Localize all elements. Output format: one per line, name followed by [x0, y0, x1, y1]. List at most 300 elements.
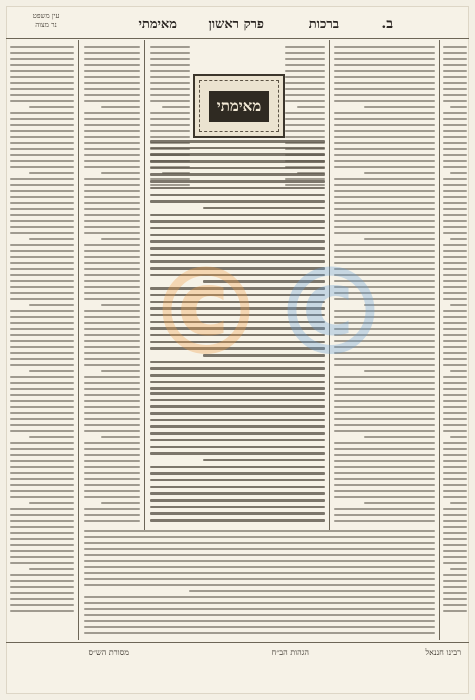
text-line [150, 341, 325, 344]
text-line [443, 484, 467, 486]
text-line [334, 268, 435, 270]
text-line [443, 250, 467, 252]
text-line [10, 136, 74, 138]
text-line [450, 370, 467, 372]
text-line [150, 100, 190, 102]
text-line [334, 160, 435, 162]
text-line [10, 316, 74, 318]
text-line [334, 394, 435, 396]
text-line [443, 544, 467, 546]
text-line [10, 538, 74, 540]
footer-label-2: הגהות הב״ח [271, 648, 309, 657]
text-line [10, 382, 74, 384]
text-line [84, 614, 435, 616]
text-line [10, 196, 74, 198]
tosafot-column-outer [84, 46, 140, 526]
text-line [10, 88, 74, 90]
text-line [285, 58, 325, 60]
text-line [150, 321, 325, 324]
text-line [84, 472, 140, 474]
text-line [285, 100, 325, 102]
text-line [150, 334, 325, 337]
text-line [150, 88, 190, 90]
text-line [450, 172, 467, 174]
text-line [150, 425, 325, 428]
text-line [334, 310, 435, 312]
text-line [443, 232, 467, 234]
text-line [10, 154, 74, 156]
corner-note-line-1: עין משפט [32, 12, 60, 20]
text-line [443, 460, 467, 462]
text-line [443, 472, 467, 474]
text-line [443, 166, 467, 168]
text-line [84, 298, 140, 300]
text-line [443, 412, 467, 414]
text-line [443, 508, 467, 510]
text-line [334, 220, 435, 222]
text-line [10, 82, 74, 84]
text-line [443, 112, 467, 114]
column-rule [439, 40, 440, 640]
text-line [443, 64, 467, 66]
text-line [443, 70, 467, 72]
text-line [443, 388, 467, 390]
text-line [285, 82, 325, 84]
text-line [150, 200, 325, 203]
text-line [334, 94, 435, 96]
text-line [10, 562, 74, 564]
text-line [443, 148, 467, 150]
text-line [10, 112, 74, 114]
text-line [84, 466, 140, 468]
text-line [10, 472, 74, 474]
text-line [150, 361, 325, 364]
text-line [10, 322, 74, 324]
column-rule [144, 40, 145, 530]
text-line [443, 82, 467, 84]
text-line [443, 178, 467, 180]
text-line [84, 406, 140, 408]
right-margin-column [443, 46, 467, 636]
text-line [84, 478, 140, 480]
text-line [10, 142, 74, 144]
text-line [443, 292, 467, 294]
text-line [10, 514, 74, 516]
text-line [334, 100, 435, 102]
text-line [84, 554, 435, 556]
text-line [443, 526, 467, 528]
text-line [150, 466, 325, 469]
text-line [443, 298, 467, 300]
text-line [84, 508, 140, 510]
text-line [29, 502, 74, 504]
text-line [443, 118, 467, 120]
text-line [84, 334, 140, 336]
text-line [84, 448, 140, 450]
text-line [10, 328, 74, 330]
text-line [443, 496, 467, 498]
text-line [334, 208, 435, 210]
text-line [84, 70, 140, 72]
text-line [84, 548, 435, 550]
text-line [84, 530, 435, 532]
text-line [334, 406, 435, 408]
text-line [29, 370, 74, 372]
text-line [443, 160, 467, 162]
text-line [84, 514, 140, 516]
text-line [334, 496, 435, 498]
text-line [443, 274, 467, 276]
text-line [84, 632, 435, 634]
text-line [10, 160, 74, 162]
text-line [84, 412, 140, 414]
text-line [10, 364, 74, 366]
text-line [84, 620, 435, 622]
text-line [334, 136, 435, 138]
text-line [10, 58, 74, 60]
text-line [150, 381, 325, 384]
text-line [334, 466, 435, 468]
text-line [443, 46, 467, 48]
text-line [443, 604, 467, 606]
text-line [150, 301, 325, 304]
text-line [150, 52, 190, 54]
text-line [84, 160, 140, 162]
text-line [84, 316, 140, 318]
text-line [334, 112, 435, 114]
opening-word-box [193, 74, 285, 138]
text-line [10, 274, 74, 276]
text-line [150, 58, 190, 60]
text-line [84, 596, 435, 598]
text-line [334, 256, 435, 258]
text-line [334, 214, 435, 216]
text-line [443, 286, 467, 288]
text-line [364, 370, 435, 372]
text-line [443, 442, 467, 444]
text-line [150, 64, 190, 66]
text-line [150, 227, 325, 230]
text-line [334, 358, 435, 360]
text-line [334, 472, 435, 474]
footer-rule [6, 642, 469, 643]
text-line [334, 82, 435, 84]
text-line [150, 506, 325, 509]
text-line [84, 280, 140, 282]
text-line [84, 220, 140, 222]
text-line [443, 418, 467, 420]
column-rule [329, 40, 330, 530]
text-line [443, 532, 467, 534]
text-line [10, 484, 74, 486]
text-line [84, 64, 140, 66]
text-line [150, 492, 325, 495]
text-line [334, 514, 435, 516]
text-line [10, 478, 74, 480]
text-line [10, 490, 74, 492]
text-line [10, 232, 74, 234]
text-line [84, 560, 435, 562]
text-line [84, 322, 140, 324]
text-line [150, 419, 325, 422]
text-line [150, 214, 325, 217]
text-line [443, 424, 467, 426]
text-line [84, 346, 140, 348]
text-line [101, 436, 140, 438]
text-line [150, 486, 325, 489]
text-line [150, 392, 325, 395]
text-line [150, 140, 325, 143]
text-line [84, 424, 140, 426]
text-line [443, 322, 467, 324]
text-line [84, 400, 140, 402]
text-line [150, 194, 325, 197]
text-line [150, 367, 325, 370]
text-line [10, 52, 74, 54]
text-line [334, 316, 435, 318]
text-line [10, 262, 74, 264]
talmud-page [6, 6, 469, 694]
text-line [84, 214, 140, 216]
text-line [334, 424, 435, 426]
text-line [334, 322, 435, 324]
text-line [84, 310, 140, 312]
text-line [10, 550, 74, 552]
svg-text:©: © [271, 244, 391, 383]
text-line [443, 394, 467, 396]
text-line [334, 118, 435, 120]
text-line [101, 106, 140, 108]
text-line [450, 568, 467, 570]
text-line [84, 430, 140, 432]
text-line [334, 190, 435, 192]
text-line [10, 394, 74, 396]
text-line [10, 148, 74, 150]
text-line [364, 436, 435, 438]
text-line [203, 354, 326, 357]
text-line [150, 267, 325, 270]
text-line [10, 100, 74, 102]
text-line [10, 406, 74, 408]
text-line [84, 328, 140, 330]
text-line [10, 454, 74, 456]
text-line [150, 70, 190, 72]
text-line [150, 452, 325, 455]
text-line [443, 244, 467, 246]
text-line [84, 202, 140, 204]
text-line [84, 542, 435, 544]
text-line [101, 370, 140, 372]
text-line [84, 46, 140, 48]
text-line [84, 166, 140, 168]
text-line [150, 260, 325, 263]
text-line [334, 76, 435, 78]
text-line [150, 130, 190, 132]
text-line [443, 352, 467, 354]
text-line [443, 58, 467, 60]
text-line [443, 136, 467, 138]
text-line [285, 94, 325, 96]
text-line [10, 532, 74, 534]
text-line [150, 347, 325, 350]
text-line [10, 442, 74, 444]
text-line [334, 334, 435, 336]
text-line [443, 346, 467, 348]
text-line [84, 262, 140, 264]
footer-label-3: מסורת הש״ס [88, 648, 129, 657]
text-line [443, 364, 467, 366]
text-line [443, 214, 467, 216]
text-line [285, 64, 325, 66]
text-line [443, 580, 467, 582]
text-line [150, 136, 190, 138]
text-line [443, 514, 467, 516]
text-line [150, 405, 325, 408]
text-line [84, 442, 140, 444]
text-line [150, 94, 190, 96]
chapter-name: פרק ראשון [208, 17, 264, 32]
text-line [10, 544, 74, 546]
text-line [101, 238, 140, 240]
text-line [150, 387, 325, 390]
text-line [150, 412, 325, 415]
text-line [10, 118, 74, 120]
text-line [84, 566, 435, 568]
text-line [84, 52, 140, 54]
text-line [364, 172, 435, 174]
text-line [84, 88, 140, 90]
text-line [150, 112, 190, 114]
text-line [10, 70, 74, 72]
text-line [189, 590, 435, 592]
text-line [285, 88, 325, 90]
text-line [443, 124, 467, 126]
text-line [29, 238, 74, 240]
text-line [10, 46, 74, 48]
gemara-main-text [150, 140, 325, 390]
text-line [334, 202, 435, 204]
text-line [84, 394, 140, 396]
text-line [84, 578, 435, 580]
text-line [150, 82, 190, 84]
text-line [150, 173, 325, 176]
text-line [10, 286, 74, 288]
text-line [84, 256, 140, 258]
text-line [443, 490, 467, 492]
text-line [334, 430, 435, 432]
text-line [443, 184, 467, 186]
text-line [84, 376, 140, 378]
text-line [334, 400, 435, 402]
text-line [443, 454, 467, 456]
text-line [334, 364, 435, 366]
text-line [443, 94, 467, 96]
text-line [10, 340, 74, 342]
text-line [334, 292, 435, 294]
text-line [84, 352, 140, 354]
text-line [84, 184, 140, 186]
text-line [84, 232, 140, 234]
text-line [84, 602, 435, 604]
text-line [10, 424, 74, 426]
text-line [10, 352, 74, 354]
text-line [443, 376, 467, 378]
text-line [285, 118, 325, 120]
text-line [443, 382, 467, 384]
text-line [364, 238, 435, 240]
text-line [334, 448, 435, 450]
text-line [334, 64, 435, 66]
text-line [10, 64, 74, 66]
text-line [443, 448, 467, 450]
text-line [10, 598, 74, 600]
text-line [443, 340, 467, 342]
text-line [150, 374, 325, 377]
text-line [10, 556, 74, 558]
text-line [443, 142, 467, 144]
text-line [443, 478, 467, 480]
text-line [334, 280, 435, 282]
text-line [10, 334, 74, 336]
text-line [10, 592, 74, 594]
text-line [334, 178, 435, 180]
text-line [443, 220, 467, 222]
corner-note-line-2: נר מצוה [35, 21, 57, 29]
text-line [443, 358, 467, 360]
text-line [150, 254, 325, 257]
text-line [443, 520, 467, 522]
text-line [150, 220, 325, 223]
text-line [443, 556, 467, 558]
text-line [334, 196, 435, 198]
text-line [150, 234, 325, 237]
text-line [84, 178, 140, 180]
text-line [443, 466, 467, 468]
text-line [10, 124, 74, 126]
text-line [84, 94, 140, 96]
text-line [10, 580, 74, 582]
text-line [84, 364, 140, 366]
text-line [84, 100, 140, 102]
text-line [443, 598, 467, 600]
text-line [334, 142, 435, 144]
text-line [443, 190, 467, 192]
text-line [84, 340, 140, 342]
text-line [84, 190, 140, 192]
text-line [443, 562, 467, 564]
text-line [10, 226, 74, 228]
text-line [10, 250, 74, 252]
text-line [84, 112, 140, 114]
text-line [285, 46, 325, 48]
text-line [443, 262, 467, 264]
tractate-name: ברכות [308, 17, 339, 32]
text-line [84, 226, 140, 228]
text-line [84, 148, 140, 150]
text-line [203, 280, 326, 283]
text-line [443, 100, 467, 102]
text-line [334, 298, 435, 300]
text-line [10, 520, 74, 522]
text-line [334, 340, 435, 342]
text-line [443, 196, 467, 198]
text-line [443, 76, 467, 78]
text-line [443, 268, 467, 270]
text-line [29, 568, 74, 570]
text-line [84, 626, 435, 628]
text-line [150, 46, 190, 48]
text-line [10, 526, 74, 528]
